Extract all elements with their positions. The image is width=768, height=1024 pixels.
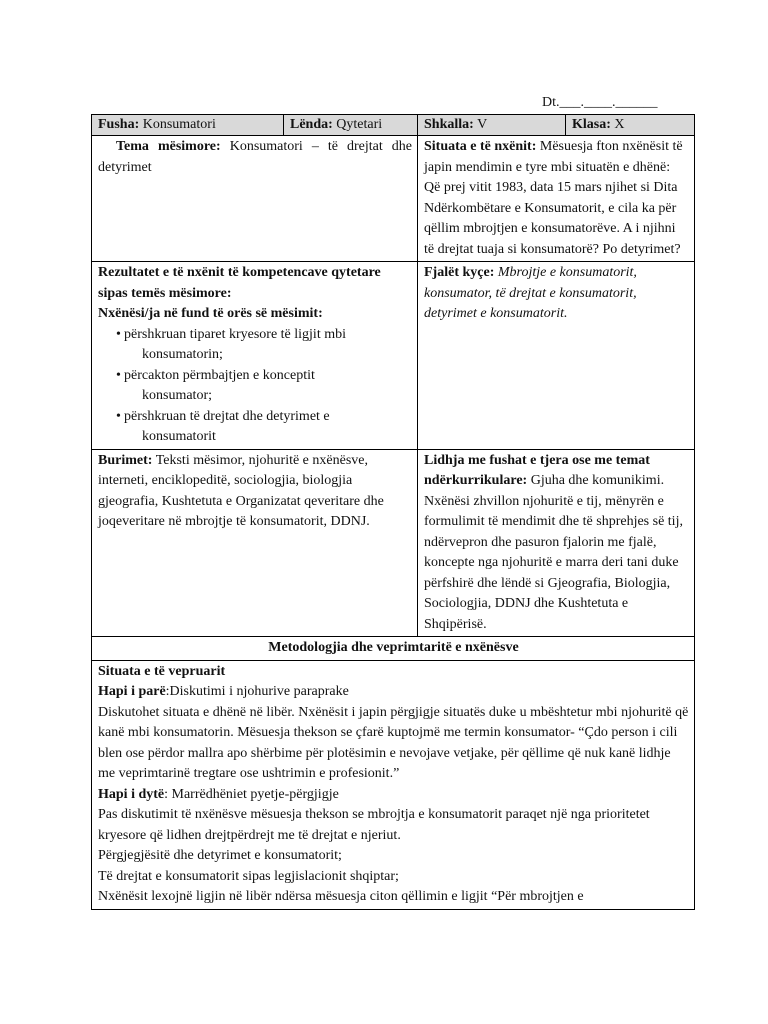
- hapi2-label: Hapi i dytë: [98, 786, 165, 802]
- lenda-value: Qytetari: [336, 117, 383, 132]
- metodologjia-title: Metodologjia dhe veprimtaritë e nxënësve: [268, 640, 519, 655]
- list-item: • përshkruan tiparet kryesore të ligjit mbi konsumatorin;: [116, 325, 412, 366]
- lidhja-label: Lidhja me fushat e tjera ose me temat ndërkurrikulare:: [424, 452, 650, 488]
- metodologjia-title-cell: [92, 637, 695, 661]
- rezultatet-list: [98, 325, 412, 448]
- lidhja-cell: [418, 449, 695, 637]
- metodologjia-body-cell: [92, 660, 695, 909]
- header-row: [92, 115, 695, 136]
- burimet-cell: [92, 449, 418, 637]
- tema-label: Tema mësimore:: [116, 139, 221, 154]
- line-b: Të drejtat e konsumatorit sipas legjislacionit shqiptar;: [98, 868, 399, 884]
- lenda-label: Lënda:: [290, 117, 333, 132]
- line-a: Përgjegjësitë dhe detyrimet e konsumatorit;: [98, 848, 342, 863]
- burimet-text: Teksti mësimor, njohuritë e nxënësve, interneti, enciklopeditë, sociologjia, biologjia gjeografia, Kushtetuta e Organizatat qeveritare dhe joqeveritare në mbrojtje të konsumatorit, DDNJ.: [98, 452, 384, 529]
- klasa-value: X: [614, 117, 625, 132]
- fusha-cell: [92, 115, 284, 136]
- metodologjia-header-row: [92, 637, 695, 661]
- burimet-row: [92, 449, 695, 637]
- rezultatet-subtitle: Nxënësi/ja në fund të orës së mësimit:: [98, 306, 323, 321]
- lesson-plan-table: [91, 114, 695, 910]
- hapi1-title: :Diskutimi i njohurive paraprake: [165, 684, 349, 699]
- metodologjia-body-row: [92, 660, 695, 909]
- list-item: • përcakton përmbajtjen e konceptit konsumator;: [116, 366, 412, 407]
- klasa-label: Klasa:: [572, 117, 611, 132]
- shkalla-value: V: [477, 117, 488, 132]
- fusha-label: Fusha:: [98, 117, 140, 132]
- situata-nxenit-label: Situata e të nxënit:: [424, 139, 537, 154]
- rezultatet-title: Rezultatet e të nxënit të kompetencave qytetare sipas temës mësimore:: [98, 265, 381, 301]
- line-c: Nxënësit lexojnë ligjin në libër ndërsa mësuesja citon qëllimin e ligjit “Për mbrojtjen e: [98, 889, 584, 904]
- fusha-value: Konsumatori: [142, 117, 216, 132]
- hapi2-title: : Marrëdhëniet pyetje-përgjigje: [164, 786, 339, 802]
- hapi1-text: Diskutohet situata e dhënë në libër. Nxënësit i japin përgjigje situatës duke u mbështetur mbi njohuritë që kanë mbi konsumatorin. Mësuesja thekson se çfarë kuptojmë me termin konsumator- “Çdo person i cili blen ose përdor mallra apo shërbime për plotësimin e nevojave vetjake, për qëllime që nuk kanë lidhje me veprimtarinë tregtare ose ushtrimin e profesionit.”: [98, 704, 689, 781]
- shkalla-cell: [418, 115, 566, 136]
- fjalet-kyce-label: Fjalët kyçe:: [424, 265, 495, 280]
- tema-row: [92, 136, 695, 262]
- hapi1-label: Hapi i parë: [98, 684, 166, 699]
- hapi2-text: Pas diskutimit të nxënësve mësuesja thekson se mbrojtja e konsumatorit paraqet një nga prioritetet kryesore që lidhen drejtpërdrejt me të drejtat e njeriut.: [98, 807, 650, 843]
- situata-nxenit-text: Mësuesja fton nxënësit të japin mendimin e tyre mbi situatën e dhënë: Që prej vitit 1983, data 15 mars njihet si Dita Ndërkombëtare e Konsumatorit, e cila ka për qëllim mbrojtjen e konsumatorëve. A i njihni të drejtat tuaja si konsumatorë? Po detyrimet?: [424, 139, 683, 257]
- tema-value: Konsumatori – të drejtat dhe detyrimet: [98, 139, 412, 175]
- fjalet-kyce-cell: [418, 262, 695, 450]
- klasa-cell: [566, 115, 695, 136]
- situata-nxenit-cell: [418, 136, 695, 262]
- shkalla-label: Shkalla:: [424, 117, 474, 132]
- rezultatet-row: [92, 262, 695, 450]
- lenda-cell: [284, 115, 418, 136]
- situata-vepruarit-label: Situata e të vepruarit: [98, 663, 226, 679]
- lidhja-text: Gjuha dhe komunikimi. Nxënësi zhvillon njohuritë e tij, mënyrën e formulimit të mendimit dhe të shprehjes së tij, ndërvepron dhe pasuron fjalorin me fjalë, koncepte nga njohuritë e marra deri tani duke përfshirë dhe lëndë si Gjeografia, Biologjia, Sociologjia, DDNJ dhe Kushtetuta e Shqipërisë.: [424, 473, 683, 632]
- burimet-label: Burimet:: [98, 452, 153, 468]
- date-line: Dt.___.____.______: [542, 95, 658, 110]
- list-item: • përshkruan të drejtat dhe detyrimet e konsumatorit: [116, 407, 412, 448]
- tema-cell: [92, 136, 418, 262]
- fjalet-kyce-text: Mbrojtje e konsumatorit, konsumator, të drejtat e konsumatorit, detyrimet e konsumatorit.: [424, 265, 637, 321]
- rezultatet-cell: [92, 262, 418, 450]
